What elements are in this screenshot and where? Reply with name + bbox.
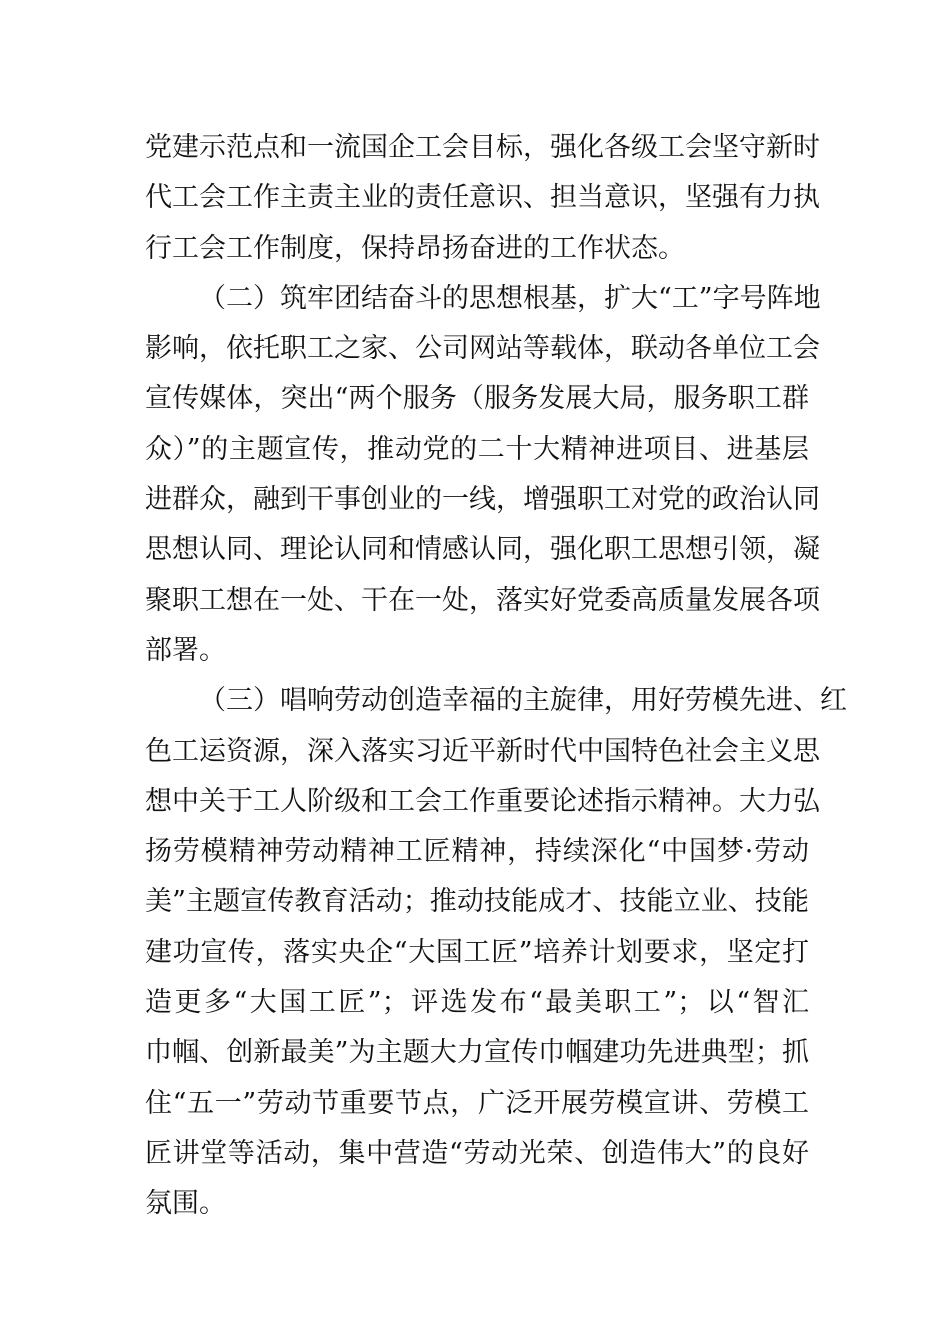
text-line: 住“五一”劳动节重要节点，广泛开展劳模宣讲、劳模工 [145, 1087, 809, 1119]
text-line: 美”主题宣传教育活动；推动技能成才、技能立业、技能 [145, 886, 809, 918]
text-line: 思想认同、理论认同和情感认同，强化职工思想引领，凝 [145, 534, 820, 566]
text-line: 聚职工想在一处、干在一处，落实好党委高质量发展各项 [145, 584, 820, 616]
text-line: 想中关于工人阶级和工会工作重要论述指示精神。大力弘 [145, 785, 820, 817]
text-line: 扬劳模精神劳动精神工匠精神，持续深化“中国梦·劳动 [145, 836, 809, 868]
text-line: 部署。 [145, 634, 226, 666]
text-line: 色工运资源，深入落实习近平新时代中国特色社会主义思 [145, 735, 820, 767]
text-line: 氛围。 [145, 1188, 226, 1220]
paragraph-section-2 [145, 274, 821, 676]
paragraph-section-3 [145, 676, 847, 1229]
text-line: 巾帼、创新最美”为主题大力宣传巾帼建功先进典型；抓 [145, 1037, 809, 1069]
text-line: 宣传媒体，突出“两个服务（服务发展大局，服务职工群 [145, 383, 809, 415]
text-line: 建功宣传，落实央企“大国工匠”培养计划要求，坚定打 [145, 936, 809, 968]
text-line: 造更多“大国工匠”；评选发布“最美职工”；以“智汇 [145, 987, 809, 1019]
text-line: 影响，依托职工之家、公司网站等载体，联动各单位工会 [145, 333, 820, 365]
text-line: 代工会工作主责主业的责任意识、担当意识，坚强有力执 [145, 182, 820, 214]
text-line: 进群众，融到干事创业的一线，增强职工对党的政治认同 [145, 484, 820, 516]
text-line: （三）唱响劳动创造幸福的主旋律，用好劳模先进、红 [199, 685, 847, 717]
text-line: 匠讲堂等活动，集中营造“劳动光荣、创造伟大”的良好 [145, 1137, 809, 1169]
text-line: 行工会工作制度，保持昂扬奋进的工作状态。 [145, 232, 685, 264]
paragraph-continuation [145, 123, 820, 274]
text-line: 党建示范点和一流国企工会目标，强化各级工会坚守新时 [145, 132, 820, 163]
text-line: 众）”的主题宣传，推动党的二十大精神进项目、进基层 [145, 433, 809, 465]
text-line: （二）筑牢团结奋斗的思想根基，扩大“工”字号阵地 [199, 282, 821, 314]
document-body [145, 123, 847, 1230]
